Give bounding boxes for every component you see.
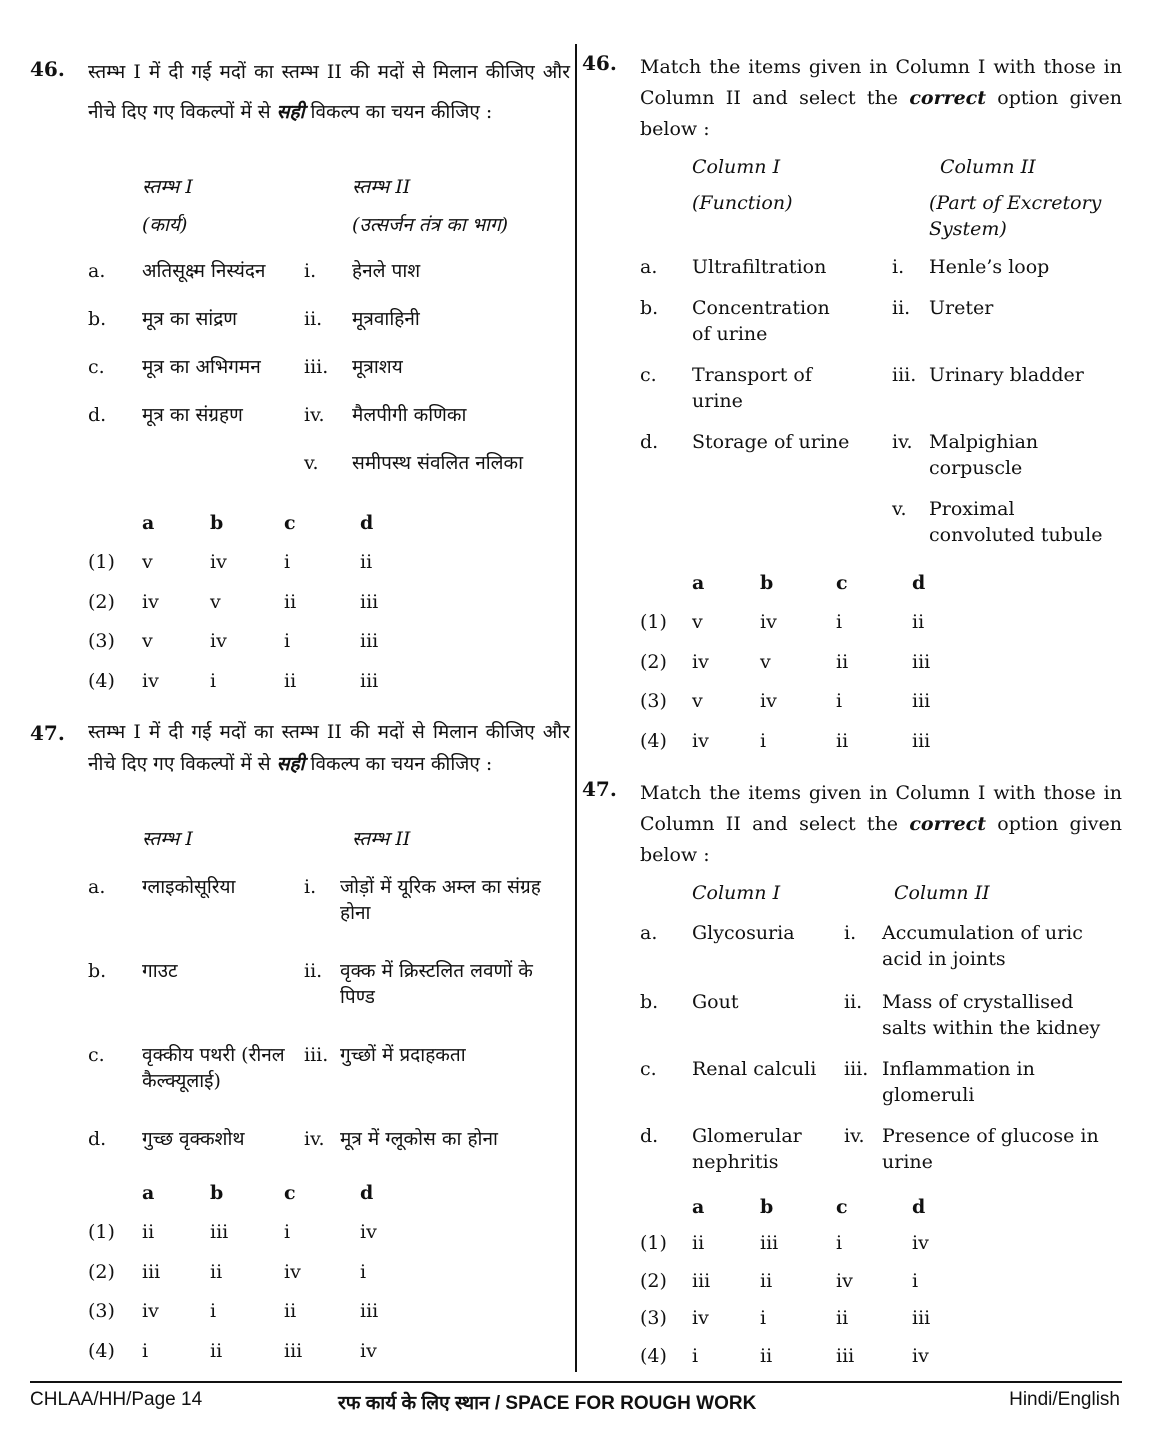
row-numeral: iv. [892, 431, 913, 453]
option-value: iii [284, 1339, 303, 1362]
option-number: (2) [640, 1269, 667, 1292]
option-row [30, 1294, 570, 1334]
row-numeral: iii. [892, 364, 917, 386]
row-numeral: iv. [844, 1125, 865, 1147]
column1-item: मूत्र का अभिगमन [142, 356, 261, 378]
option-number: (1) [640, 1232, 667, 1254]
option-value: v [142, 551, 153, 573]
page-footer [30, 1389, 1122, 1417]
option-value: iii [360, 630, 379, 652]
option-row [30, 664, 570, 704]
option-column-heading: b [210, 512, 224, 534]
column2-item: मैलपीगी कणिका [352, 404, 467, 426]
column1-heading: स्तम्भ I [142, 176, 193, 198]
option-value: iii [360, 669, 379, 692]
option-value: v [692, 611, 703, 633]
question-text [88, 52, 570, 132]
option-column-heading: d [912, 572, 926, 594]
column2-heading: स्तम्भ II [352, 176, 411, 198]
question-47-hindi [30, 716, 570, 1362]
option-number: (1) [88, 1221, 115, 1243]
option-value: iv [760, 611, 777, 633]
row-numeral: ii. [304, 960, 323, 982]
column2-item: Mass of crystallised salts within the kidney [882, 991, 1101, 1039]
option-value: iii [360, 1300, 379, 1322]
column2-item: Ureter [929, 297, 994, 319]
option-value: ii [836, 729, 849, 752]
option-value: ii [210, 1260, 223, 1283]
row-numeral: iii. [304, 1044, 329, 1066]
rough-work-label: रफ कार्य के लिए स्थान / SPACE FOR ROUGH WORK [338, 1393, 757, 1414]
column1-item: मूत्र का सांद्रण [142, 308, 238, 330]
column1-item: Storage of urine [692, 431, 850, 453]
option-value: iv [912, 1344, 929, 1367]
column1-item: Gout [692, 991, 739, 1013]
option-value: ii [360, 551, 373, 573]
column1-item: गाउट [142, 960, 178, 982]
option-value: ii [142, 1221, 155, 1243]
option-value: iv [692, 1307, 709, 1329]
column2-item: Accumulation of uric acid in joints [882, 922, 1083, 970]
option-row [30, 1215, 570, 1255]
match-row [30, 306, 570, 354]
row-numeral: v. [304, 452, 319, 474]
column1-item: Ultrafiltration [692, 256, 827, 278]
column2-item: मूत्र में ग्लूकोस का होना [340, 1128, 498, 1150]
column-divider [575, 44, 577, 1372]
question-47-english [582, 777, 1123, 1367]
column2-subheading: (Part of Excretory System) [929, 192, 1102, 240]
question-number: 46. [30, 57, 65, 81]
option-value: iv [360, 1221, 377, 1243]
question-text-part: option given below : [640, 813, 1123, 866]
column1-item: गुच्छ वृक्कशोथ [142, 1128, 245, 1150]
option-value: iv [210, 551, 227, 573]
column2-item: Proximal convoluted tubule [929, 498, 1103, 546]
column-headings [582, 878, 1122, 920]
column1-item: अतिसूक्ष्म निस्यंदन [142, 260, 266, 282]
match-row [582, 254, 1122, 295]
option-value: ii [836, 1307, 849, 1329]
hindi-column [30, 52, 570, 1362]
option-value: i [210, 669, 217, 692]
option-value: i [142, 1339, 149, 1362]
footer-rule [30, 1381, 1122, 1383]
column2-heading: स्तम्भ II [352, 828, 411, 850]
row-letter: a. [640, 256, 658, 278]
column2-item: मूत्राशय [352, 356, 403, 378]
option-column-heading: c [836, 1196, 848, 1218]
question-number: 47. [30, 721, 65, 745]
column2-item: Presence of glucose in urine [882, 1125, 1099, 1173]
column2-item: Inflammation in glomeruli [882, 1058, 1035, 1106]
question-46-hindi [30, 52, 570, 717]
option-value: ii [284, 590, 297, 613]
match-table [582, 878, 1122, 1376]
match-rows [582, 920, 1122, 1190]
option-value: iii [912, 690, 931, 712]
question-text-part: Match the items given in Column I with those in Column II and select the [640, 56, 1122, 109]
row-letter: a. [88, 876, 106, 898]
option-number: (4) [88, 669, 115, 692]
emphasis-word: सही [276, 753, 305, 775]
match-rows [30, 874, 570, 1176]
option-column-heading: c [836, 572, 848, 594]
option-value: i [912, 1269, 919, 1292]
question-text-part: Match the items given in Column I with those in Column II and select the [640, 782, 1122, 835]
option-value: i [360, 1260, 367, 1283]
match-row [582, 295, 1122, 362]
row-numeral: i. [304, 260, 317, 282]
match-row [30, 1126, 570, 1176]
option-number: (2) [88, 1260, 115, 1283]
option-value: ii [284, 669, 297, 692]
question-text [640, 52, 1122, 145]
option-value: iii [760, 1232, 779, 1254]
column1-subheading: (Function) [692, 192, 793, 214]
emphasis-word: सही [276, 101, 305, 123]
option-value: iv [692, 729, 709, 752]
options-list [30, 545, 570, 703]
option-value: ii [760, 1269, 773, 1292]
column2-heading: Column II [940, 156, 1036, 178]
option-value: i [836, 690, 843, 712]
column2-item: हेनले पाश [352, 260, 421, 282]
column1-heading: स्तम्भ I [142, 828, 193, 850]
row-letter: c. [88, 1044, 105, 1066]
option-value: ii [692, 1232, 705, 1254]
column-subheadings [582, 188, 1122, 254]
row-numeral: ii. [844, 991, 863, 1013]
row-letter: c. [640, 1058, 657, 1080]
column2-item: Malpighian corpuscle [929, 431, 1039, 479]
option-row [30, 545, 570, 585]
option-column-heading: a [692, 572, 705, 594]
option-row [30, 585, 570, 625]
option-row [30, 1334, 570, 1374]
options-header [582, 566, 1122, 605]
column2-item: समीपस्थ संवलित नलिका [352, 452, 524, 474]
option-number: (1) [88, 551, 115, 573]
option-value: iv [142, 669, 159, 692]
column1-item: Glycosuria [692, 922, 795, 944]
emphasis-word: correct [909, 813, 987, 835]
column1-item: मूत्र का संग्रहण [142, 404, 243, 426]
row-letter: d. [640, 1125, 659, 1147]
row-letter: a. [88, 260, 106, 282]
match-row [30, 258, 570, 306]
option-value: ii [836, 650, 849, 673]
option-value: iv [760, 690, 777, 712]
option-value: iii [912, 650, 931, 673]
column2-item: जोड़ों में यूरिक अम्ल का संग्रह होना [340, 876, 541, 924]
option-column-heading: d [360, 1182, 374, 1204]
option-row [582, 724, 1122, 764]
match-table [30, 172, 570, 703]
column2-item: गुच्छों में प्रदाहकता [340, 1044, 466, 1066]
match-table [582, 152, 1122, 763]
match-row [582, 429, 1122, 496]
row-letter: d. [88, 1128, 107, 1150]
option-value: iv [912, 1232, 929, 1254]
option-row [582, 1226, 1122, 1264]
option-value: v [760, 650, 771, 673]
option-row [582, 1301, 1122, 1339]
question-text-part: विकल्प का चयन कीजिए : [304, 753, 493, 775]
row-numeral: ii. [892, 297, 911, 319]
option-value: v [692, 690, 703, 712]
option-row [582, 684, 1122, 724]
option-value: iv [284, 1260, 301, 1283]
column1-item: ग्लाइकोसूरिया [142, 876, 236, 898]
question-text [88, 716, 570, 780]
column2-subheading: (उत्सर्जन तंत्र का भाग) [352, 214, 509, 236]
option-number: (2) [88, 590, 115, 613]
match-rows [30, 258, 570, 498]
column2-item: Urinary bladder [929, 364, 1084, 386]
option-column-heading: d [360, 512, 374, 534]
match-row [30, 450, 570, 498]
column1-item: Transport of urine [692, 364, 812, 412]
option-value: i [692, 1344, 699, 1367]
option-column-heading: c [284, 1182, 296, 1204]
column1-heading: Column I [692, 882, 781, 904]
option-value: i [836, 1232, 843, 1254]
question-46-english [582, 51, 1123, 752]
match-row [582, 362, 1122, 429]
option-value: iii [142, 1260, 161, 1283]
option-row [582, 1339, 1122, 1377]
option-value: ii [760, 1344, 773, 1367]
question-text-part: स्तम्भ I में दी गई मदों का स्तम्भ II की मदों से मिलान कीजिए और नीचे दिए गए विकल्पों में से [88, 721, 570, 775]
option-number: (3) [88, 630, 115, 652]
match-row [582, 989, 1122, 1056]
option-row [582, 645, 1122, 685]
option-row [582, 605, 1122, 645]
language-label: Hindi/English [1009, 1389, 1120, 1410]
column1-item: Concentration of urine [692, 297, 830, 345]
option-value: i [210, 1300, 217, 1322]
row-letter: c. [640, 364, 657, 386]
option-value: iii [912, 1307, 931, 1329]
option-column-heading: d [912, 1196, 926, 1218]
option-number: (4) [88, 1339, 115, 1362]
option-number: (3) [88, 1300, 115, 1322]
option-value: i [284, 1221, 291, 1243]
row-numeral: iv. [304, 1128, 325, 1150]
option-number: (2) [640, 650, 667, 673]
question-text-part: option given below : [640, 87, 1123, 140]
question-number: 46. [582, 51, 617, 75]
option-column-heading: a [692, 1196, 705, 1218]
option-row [30, 1255, 570, 1295]
column2-heading: Column II [894, 882, 990, 904]
column1-item: Renal calculi [692, 1058, 817, 1080]
option-row [30, 624, 570, 664]
match-table [30, 824, 570, 1373]
option-value: iii [210, 1221, 229, 1243]
option-value: v [210, 590, 221, 613]
column-headings [30, 824, 570, 874]
option-value: iv [692, 650, 709, 673]
option-value: i [284, 551, 291, 573]
row-numeral: i. [892, 256, 905, 278]
option-value: ii [210, 1339, 223, 1362]
page-code: CHLAA/HH/Page 14 [30, 1389, 203, 1410]
option-column-heading: c [284, 512, 296, 534]
option-number: (4) [640, 729, 667, 752]
column1-subheading: (कार्य) [142, 214, 188, 236]
column-headings [582, 152, 1122, 188]
row-letter: d. [88, 404, 107, 426]
column2-item: वृक्क में क्रिस्टलित लवणों के पिण्ड [340, 960, 533, 1008]
options-list [582, 1226, 1122, 1376]
option-value: i [284, 630, 291, 652]
match-row [30, 958, 570, 1042]
column1-item: Glomerular nephritis [692, 1125, 802, 1173]
options-list [582, 605, 1122, 763]
option-value: i [760, 729, 767, 752]
options-list [30, 1215, 570, 1373]
options-header [582, 1190, 1122, 1226]
row-numeral: iv. [304, 404, 325, 426]
option-value: iv [142, 1300, 159, 1322]
question-text-part: स्तम्भ I में दी गई मदों का स्तम्भ II की मदों से मिलान कीजिए और नीचे दिए गए विकल्पों में से [88, 61, 570, 123]
option-column-heading: b [760, 572, 774, 594]
match-row [30, 354, 570, 402]
option-value: iv [142, 590, 159, 613]
emphasis-word: correct [909, 87, 987, 109]
option-value: iv [836, 1269, 853, 1292]
option-value: iv [210, 630, 227, 652]
option-column-heading: a [142, 1182, 155, 1204]
row-letter: b. [640, 297, 659, 319]
column-subheadings [30, 210, 570, 258]
match-row [582, 1123, 1122, 1190]
column2-item: Henle’s loop [929, 256, 1050, 278]
option-value: v [142, 630, 153, 652]
option-row [582, 1264, 1122, 1302]
row-letter: b. [88, 960, 107, 982]
options-header [30, 1176, 570, 1215]
option-value: iii [360, 590, 379, 613]
option-number: (4) [640, 1344, 667, 1367]
match-row [30, 402, 570, 450]
match-row [582, 1056, 1122, 1123]
row-numeral: v. [892, 498, 907, 520]
options-header [30, 506, 570, 545]
option-value: iii [912, 729, 931, 752]
question-text-part: विकल्प का चयन कीजिए : [304, 101, 493, 123]
row-numeral: i. [304, 876, 317, 898]
row-letter: a. [640, 922, 658, 944]
row-numeral: ii. [304, 308, 323, 330]
option-value: i [760, 1307, 767, 1329]
row-letter: c. [88, 356, 105, 378]
row-numeral: iii. [844, 1058, 869, 1080]
row-letter: d. [640, 431, 659, 453]
option-value: iii [692, 1269, 711, 1292]
option-value: i [836, 611, 843, 633]
option-value: ii [284, 1300, 297, 1322]
option-column-heading: b [210, 1182, 224, 1204]
column1-item: वृक्कीय पथरी (रीनल कैल्क्यूलाई) [142, 1044, 285, 1092]
option-column-heading: a [142, 512, 155, 534]
column2-item: मूत्रवाहिनी [352, 308, 420, 330]
option-number: (1) [640, 611, 667, 633]
row-numeral: i. [844, 922, 857, 944]
option-number: (3) [640, 690, 667, 712]
row-letter: b. [88, 308, 107, 330]
column-headings [30, 172, 570, 210]
column1-heading: Column I [692, 156, 781, 178]
row-numeral: iii. [304, 356, 329, 378]
option-value: iii [836, 1344, 855, 1367]
match-row [30, 874, 570, 958]
row-letter: b. [640, 991, 659, 1013]
match-row [582, 920, 1122, 989]
question-text [640, 778, 1122, 871]
match-row [30, 1042, 570, 1126]
question-number: 47. [582, 777, 617, 801]
option-value: iv [360, 1339, 377, 1362]
match-rows [582, 254, 1122, 566]
option-number: (3) [640, 1307, 667, 1329]
option-column-heading: b [760, 1196, 774, 1218]
option-value: ii [912, 611, 925, 633]
match-row [582, 496, 1122, 566]
